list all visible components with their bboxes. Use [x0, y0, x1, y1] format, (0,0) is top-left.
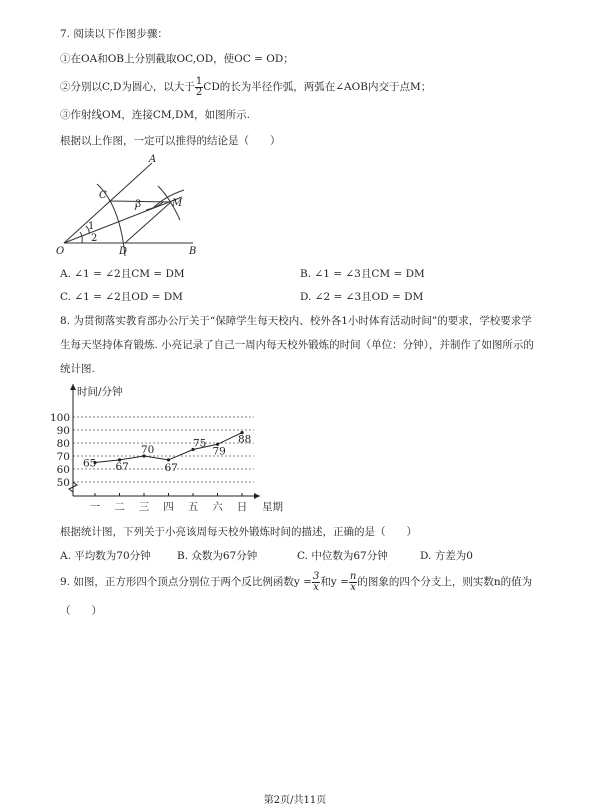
q9-line1 [60, 567, 532, 597]
q9-frac2-den: x [350, 581, 356, 593]
angle-mark-2 [80, 232, 82, 243]
q7-step2-den: 2 [195, 86, 203, 98]
q7-step2-num: 1 [195, 75, 203, 87]
q7-step3: ③作射线OM，连接CM,DM，如图所示. [60, 109, 250, 121]
q8-option-d: D. 方差为0 [420, 550, 473, 562]
q7-figure [50, 150, 210, 260]
q9-text-a: 9. 如图，正方形四个顶点分别位于两个反比例函数y = [60, 576, 312, 588]
data-label: 67 [164, 461, 178, 474]
chart-ticks [50, 412, 247, 513]
y-tick-label: 50 [56, 477, 70, 489]
x-tick-label: 一 [89, 501, 101, 513]
q7-step2 [60, 72, 431, 102]
chart-xlabel: 星期 [262, 501, 283, 513]
q7-step2-b: CD的长为半径作弧，两弧在∠AOB内交于点M； [203, 81, 432, 93]
label-b: B [189, 246, 197, 257]
x-tick-label: 日 [236, 501, 248, 513]
data-label: 79 [212, 445, 226, 458]
label-m: M [172, 198, 183, 209]
label-3: 3 [135, 199, 142, 210]
data-label: 65 [83, 457, 97, 470]
x-tick-label: 六 [212, 501, 223, 513]
x-tick-label: 五 [187, 501, 199, 513]
q7-option-a: A. ∠1 = ∠2且CM = DM [60, 268, 185, 280]
label-1: 1 [88, 221, 95, 232]
q9-text-b: 和y = [320, 576, 349, 588]
q8-option-b: B. 众数为67分钟 [177, 550, 258, 562]
data-label: 70 [141, 444, 155, 456]
x-tick-label: 四 [163, 501, 174, 513]
q7-question: 根据以上作图，一定可以推得的结论是（ ） [60, 135, 281, 147]
q7-step1: ①在OA和OB上分别截取OC,OD，使OC = OD； [60, 53, 294, 65]
chart-grid [73, 417, 254, 482]
q8-line2: 生每天坚持体育锻炼. 小亮记录了自己一周内每天校外锻炼的时间（单位：分钟），并制作了如图所示的 [60, 339, 534, 351]
data-label: 75 [193, 437, 207, 450]
label-o: O [56, 246, 65, 257]
q9-frac2-num: n [349, 570, 357, 582]
y-tick-label: 60 [56, 464, 70, 476]
q8-option-c: C. 中位数为67分钟 [297, 550, 388, 562]
q8-chart [49, 378, 295, 518]
q8-line3: 统计图. [60, 363, 95, 375]
y-tick-label: 70 [56, 451, 70, 463]
y-tick-label: 90 [56, 425, 70, 437]
q7-option-c: C. ∠1 = ∠2且OD = DM [60, 291, 183, 303]
q8-option-a: A. 平均数为70分钟 [60, 550, 151, 562]
q7-option-d: D. ∠2 = ∠3且OD = DM [300, 291, 424, 303]
data-label: 88 [238, 433, 252, 446]
label-2: 2 [91, 233, 98, 244]
label-a: A [149, 154, 157, 165]
chart-ylabel: 时间/分钟 [77, 386, 123, 398]
y-tick-label: 100 [49, 412, 70, 424]
q9-frac1-den: x [313, 581, 319, 593]
page-footer: 第2页/共11页 [263, 795, 327, 806]
y-axis-arrow [70, 384, 76, 390]
q9-line2: （ ） [60, 605, 102, 617]
q8-question: 根据统计图，下列关于小亮该周每天校外锻炼时间的描述，正确的是（ ） [60, 526, 417, 538]
q7-title: 7. 阅读以下作图步骤： [60, 28, 168, 40]
label-d: D [119, 246, 128, 257]
y-tick-label: 80 [56, 438, 70, 450]
label-c: C [99, 190, 107, 201]
segment-dm [125, 202, 171, 243]
x-axis-arrow [254, 493, 260, 499]
x-tick-label: 二 [114, 501, 125, 513]
data-label: 67 [115, 460, 129, 473]
x-tick-label: 三 [138, 501, 150, 513]
chart-series [83, 431, 251, 474]
q8-line1: 8. 为贯彻落实教育部办公厅关于“保障学生每天校内、校外各1小时体育活动时间”的要求，学校要求学 [60, 315, 532, 327]
q7-option-b: B. ∠1 = ∠3且CM = DM [300, 268, 425, 280]
q7-step2-a: ②分别以C,D为圆心，以大于 [60, 81, 195, 93]
q9-text-c: 的图象的四个分支上，则实数n的值为 [357, 576, 533, 588]
q9-frac1-num: 3 [312, 570, 320, 582]
